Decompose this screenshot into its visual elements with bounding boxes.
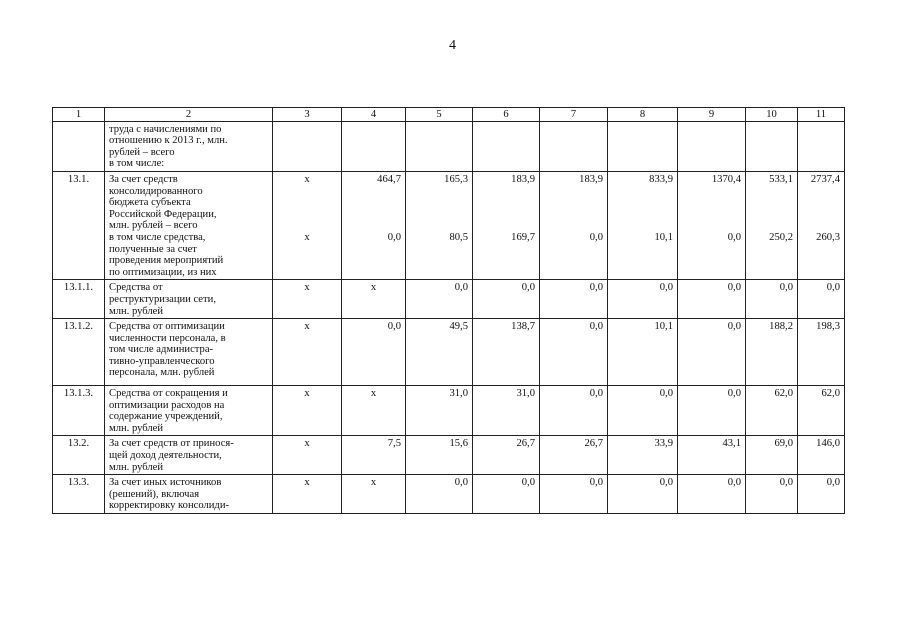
column-header: 11 xyxy=(798,108,845,122)
value-optimization: x xyxy=(304,231,310,243)
value-total: 1370,4 xyxy=(711,173,741,185)
value-cell xyxy=(342,171,406,279)
spacer xyxy=(277,186,337,232)
value-cell: 69,0 xyxy=(746,436,798,475)
value-cell: 188,2 xyxy=(746,319,798,386)
column-header: 7 xyxy=(540,108,608,122)
value-cell: 0,0 xyxy=(798,280,845,319)
value-cell: 31,0 xyxy=(406,386,473,436)
value-total: 183,9 xyxy=(511,173,535,185)
value-cell: 43,1 xyxy=(678,436,746,475)
description-line: консолидированного xyxy=(109,185,203,197)
value-cell: 26,7 xyxy=(473,436,540,475)
description-line: За счет иных источников xyxy=(109,477,222,489)
value-cell: x xyxy=(342,475,406,514)
page-number: 4 xyxy=(449,38,456,53)
value-total: 833,9 xyxy=(649,173,673,185)
description-line: (решений), включая xyxy=(109,488,200,500)
description-line: Средства от сокращения и xyxy=(109,388,228,400)
table-row xyxy=(53,436,845,475)
description-line: проведения мероприятий xyxy=(109,255,224,267)
description-line: Российской Федерации, xyxy=(109,208,217,220)
value-cell: 62,0 xyxy=(746,386,798,436)
value-cell: x xyxy=(273,386,342,436)
value-optimization: 0,0 xyxy=(727,231,741,243)
spacer xyxy=(682,186,741,232)
table-row xyxy=(53,386,845,436)
column-header: 6 xyxy=(473,108,540,122)
value-cell: 0,0 xyxy=(406,475,473,514)
value-total: 165,3 xyxy=(444,173,468,185)
value-cell: 33,9 xyxy=(608,436,678,475)
description-line: щей доход деятельности, xyxy=(109,450,222,462)
row-number: 13.3. xyxy=(53,475,105,514)
value-cell: 26,7 xyxy=(540,436,608,475)
row-number: 13.1.3. xyxy=(53,386,105,436)
value-cell: 198,3 xyxy=(798,319,845,386)
value-cell: 62,0 xyxy=(798,386,845,436)
description-line: оптимизации расходов на xyxy=(109,399,225,411)
empty-cell xyxy=(798,121,845,171)
value-cell xyxy=(273,171,342,279)
column-header: 2 xyxy=(105,108,273,122)
spacer xyxy=(612,186,673,232)
value-cell: x xyxy=(273,280,342,319)
row-number: 13.2. xyxy=(53,436,105,475)
description-line: млн. рублей xyxy=(109,422,164,434)
value-cell: 0,0 xyxy=(746,280,798,319)
value-cell: 0,0 xyxy=(608,280,678,319)
value-cell: 0,0 xyxy=(473,475,540,514)
continuation-row xyxy=(53,121,845,171)
row-number: 13.1. xyxy=(53,171,105,279)
description-line: млн. рублей xyxy=(109,461,164,473)
table-row-13-1 xyxy=(53,171,845,279)
empty-cell xyxy=(540,121,608,171)
value-cell xyxy=(406,171,473,279)
description-line: млн. рублей xyxy=(109,305,164,317)
description-line: реструктуризации сети, xyxy=(109,293,216,305)
row-description xyxy=(105,475,273,514)
row-description xyxy=(105,121,273,171)
description-line: корректировку консолиди- xyxy=(109,500,230,512)
value-cell: x xyxy=(273,319,342,386)
value-total: x xyxy=(304,173,310,185)
value-cell: 15,6 xyxy=(406,436,473,475)
value-cell: 31,0 xyxy=(473,386,540,436)
value-cell: 0,0 xyxy=(540,319,608,386)
value-cell: 0,0 xyxy=(678,386,746,436)
description-line: в том числе средства, xyxy=(109,231,206,243)
value-total: 2737,4 xyxy=(810,173,840,185)
value-cell: 0,0 xyxy=(406,280,473,319)
empty-cell xyxy=(273,121,342,171)
table-row xyxy=(53,319,845,386)
value-cell xyxy=(798,171,845,279)
description-line: За счет средств от принося- xyxy=(109,438,234,450)
value-total: 183,9 xyxy=(579,173,603,185)
row-description xyxy=(105,436,273,475)
value-cell: 7,5 xyxy=(342,436,406,475)
budget-table xyxy=(52,107,845,514)
description-line: бюджета субъекта xyxy=(109,197,191,209)
description-line: За счет средств xyxy=(109,173,178,185)
value-cell: x xyxy=(273,436,342,475)
description-line: содержание учреждений, xyxy=(109,411,223,423)
value-total: 533,1 xyxy=(769,173,793,185)
value-optimization: 80,5 xyxy=(449,231,468,243)
spacer xyxy=(477,186,535,232)
row-description xyxy=(105,280,273,319)
value-cell: 0,0 xyxy=(608,386,678,436)
value-cell: x xyxy=(342,386,406,436)
value-cell: 10,1 xyxy=(608,319,678,386)
description-line: Средства от оптимизации xyxy=(109,321,225,333)
value-cell: 146,0 xyxy=(798,436,845,475)
empty-cell xyxy=(342,121,406,171)
column-header: 5 xyxy=(406,108,473,122)
column-header: 10 xyxy=(746,108,798,122)
empty-cell xyxy=(473,121,540,171)
value-optimization: 260,3 xyxy=(816,231,840,243)
value-cell: 0,0 xyxy=(798,475,845,514)
value-cell xyxy=(746,171,798,279)
value-cell: x xyxy=(273,475,342,514)
row-description xyxy=(105,319,273,386)
column-header: 4 xyxy=(342,108,406,122)
description-line: рублей – всего xyxy=(109,146,175,158)
spacer xyxy=(544,186,603,232)
empty-cell xyxy=(746,121,798,171)
table-row xyxy=(53,475,845,514)
value-cell: 0,0 xyxy=(608,475,678,514)
value-cell: x xyxy=(342,280,406,319)
row-number-cell xyxy=(53,121,105,171)
empty-cell xyxy=(678,121,746,171)
value-cell: 0,0 xyxy=(678,319,746,386)
column-header: 9 xyxy=(678,108,746,122)
value-cell: 0,0 xyxy=(540,280,608,319)
value-optimization: 0,0 xyxy=(387,231,401,243)
table-row xyxy=(53,280,845,319)
value-cell: 0,0 xyxy=(540,386,608,436)
description-line: труда с начислениями по xyxy=(109,123,222,135)
row-number: 13.1.2. xyxy=(53,319,105,386)
value-cell xyxy=(608,171,678,279)
value-cell: 0,0 xyxy=(540,475,608,514)
value-cell: 49,5 xyxy=(406,319,473,386)
value-cell: 0,0 xyxy=(678,475,746,514)
value-total: 464,7 xyxy=(377,173,401,185)
value-cell: 0,0 xyxy=(746,475,798,514)
value-optimization: 169,7 xyxy=(511,231,535,243)
header-row xyxy=(53,108,845,122)
value-cell xyxy=(678,171,746,279)
description-line: отношению к 2013 г., млн. xyxy=(109,135,228,147)
column-header: 8 xyxy=(608,108,678,122)
description-line: млн. рублей – всего xyxy=(109,220,198,232)
value-cell: 0,0 xyxy=(473,280,540,319)
empty-cell xyxy=(608,121,678,171)
column-header: 1 xyxy=(53,108,105,122)
value-optimization: 250,2 xyxy=(769,231,793,243)
description-line: по оптимизации, из них xyxy=(109,266,217,278)
column-header: 3 xyxy=(273,108,342,122)
value-optimization: 10,1 xyxy=(654,231,673,243)
row-number: 13.1.1. xyxy=(53,280,105,319)
value-cell: 0,0 xyxy=(678,280,746,319)
description-line: тивно-управленческого xyxy=(109,355,215,367)
value-cell xyxy=(473,171,540,279)
spacer xyxy=(750,186,793,232)
empty-cell xyxy=(406,121,473,171)
spacer xyxy=(410,186,468,232)
row-description xyxy=(105,171,273,279)
value-cell: 138,7 xyxy=(473,319,540,386)
description-line: персонала, млн. рублей xyxy=(109,367,215,379)
description-line: численности персонала, в xyxy=(109,332,226,344)
value-optimization: 0,0 xyxy=(589,231,603,243)
value-cell xyxy=(540,171,608,279)
table-body xyxy=(53,108,845,514)
spacer xyxy=(802,186,840,232)
description-line: Средства от xyxy=(109,282,163,294)
description-line: полученные за счет xyxy=(109,243,197,255)
description-line: том числе администра- xyxy=(109,344,214,356)
description-line: в том числе: xyxy=(109,158,165,170)
value-cell: 0,0 xyxy=(342,319,406,386)
spacer xyxy=(109,379,268,384)
spacer xyxy=(346,186,401,232)
row-description xyxy=(105,386,273,436)
